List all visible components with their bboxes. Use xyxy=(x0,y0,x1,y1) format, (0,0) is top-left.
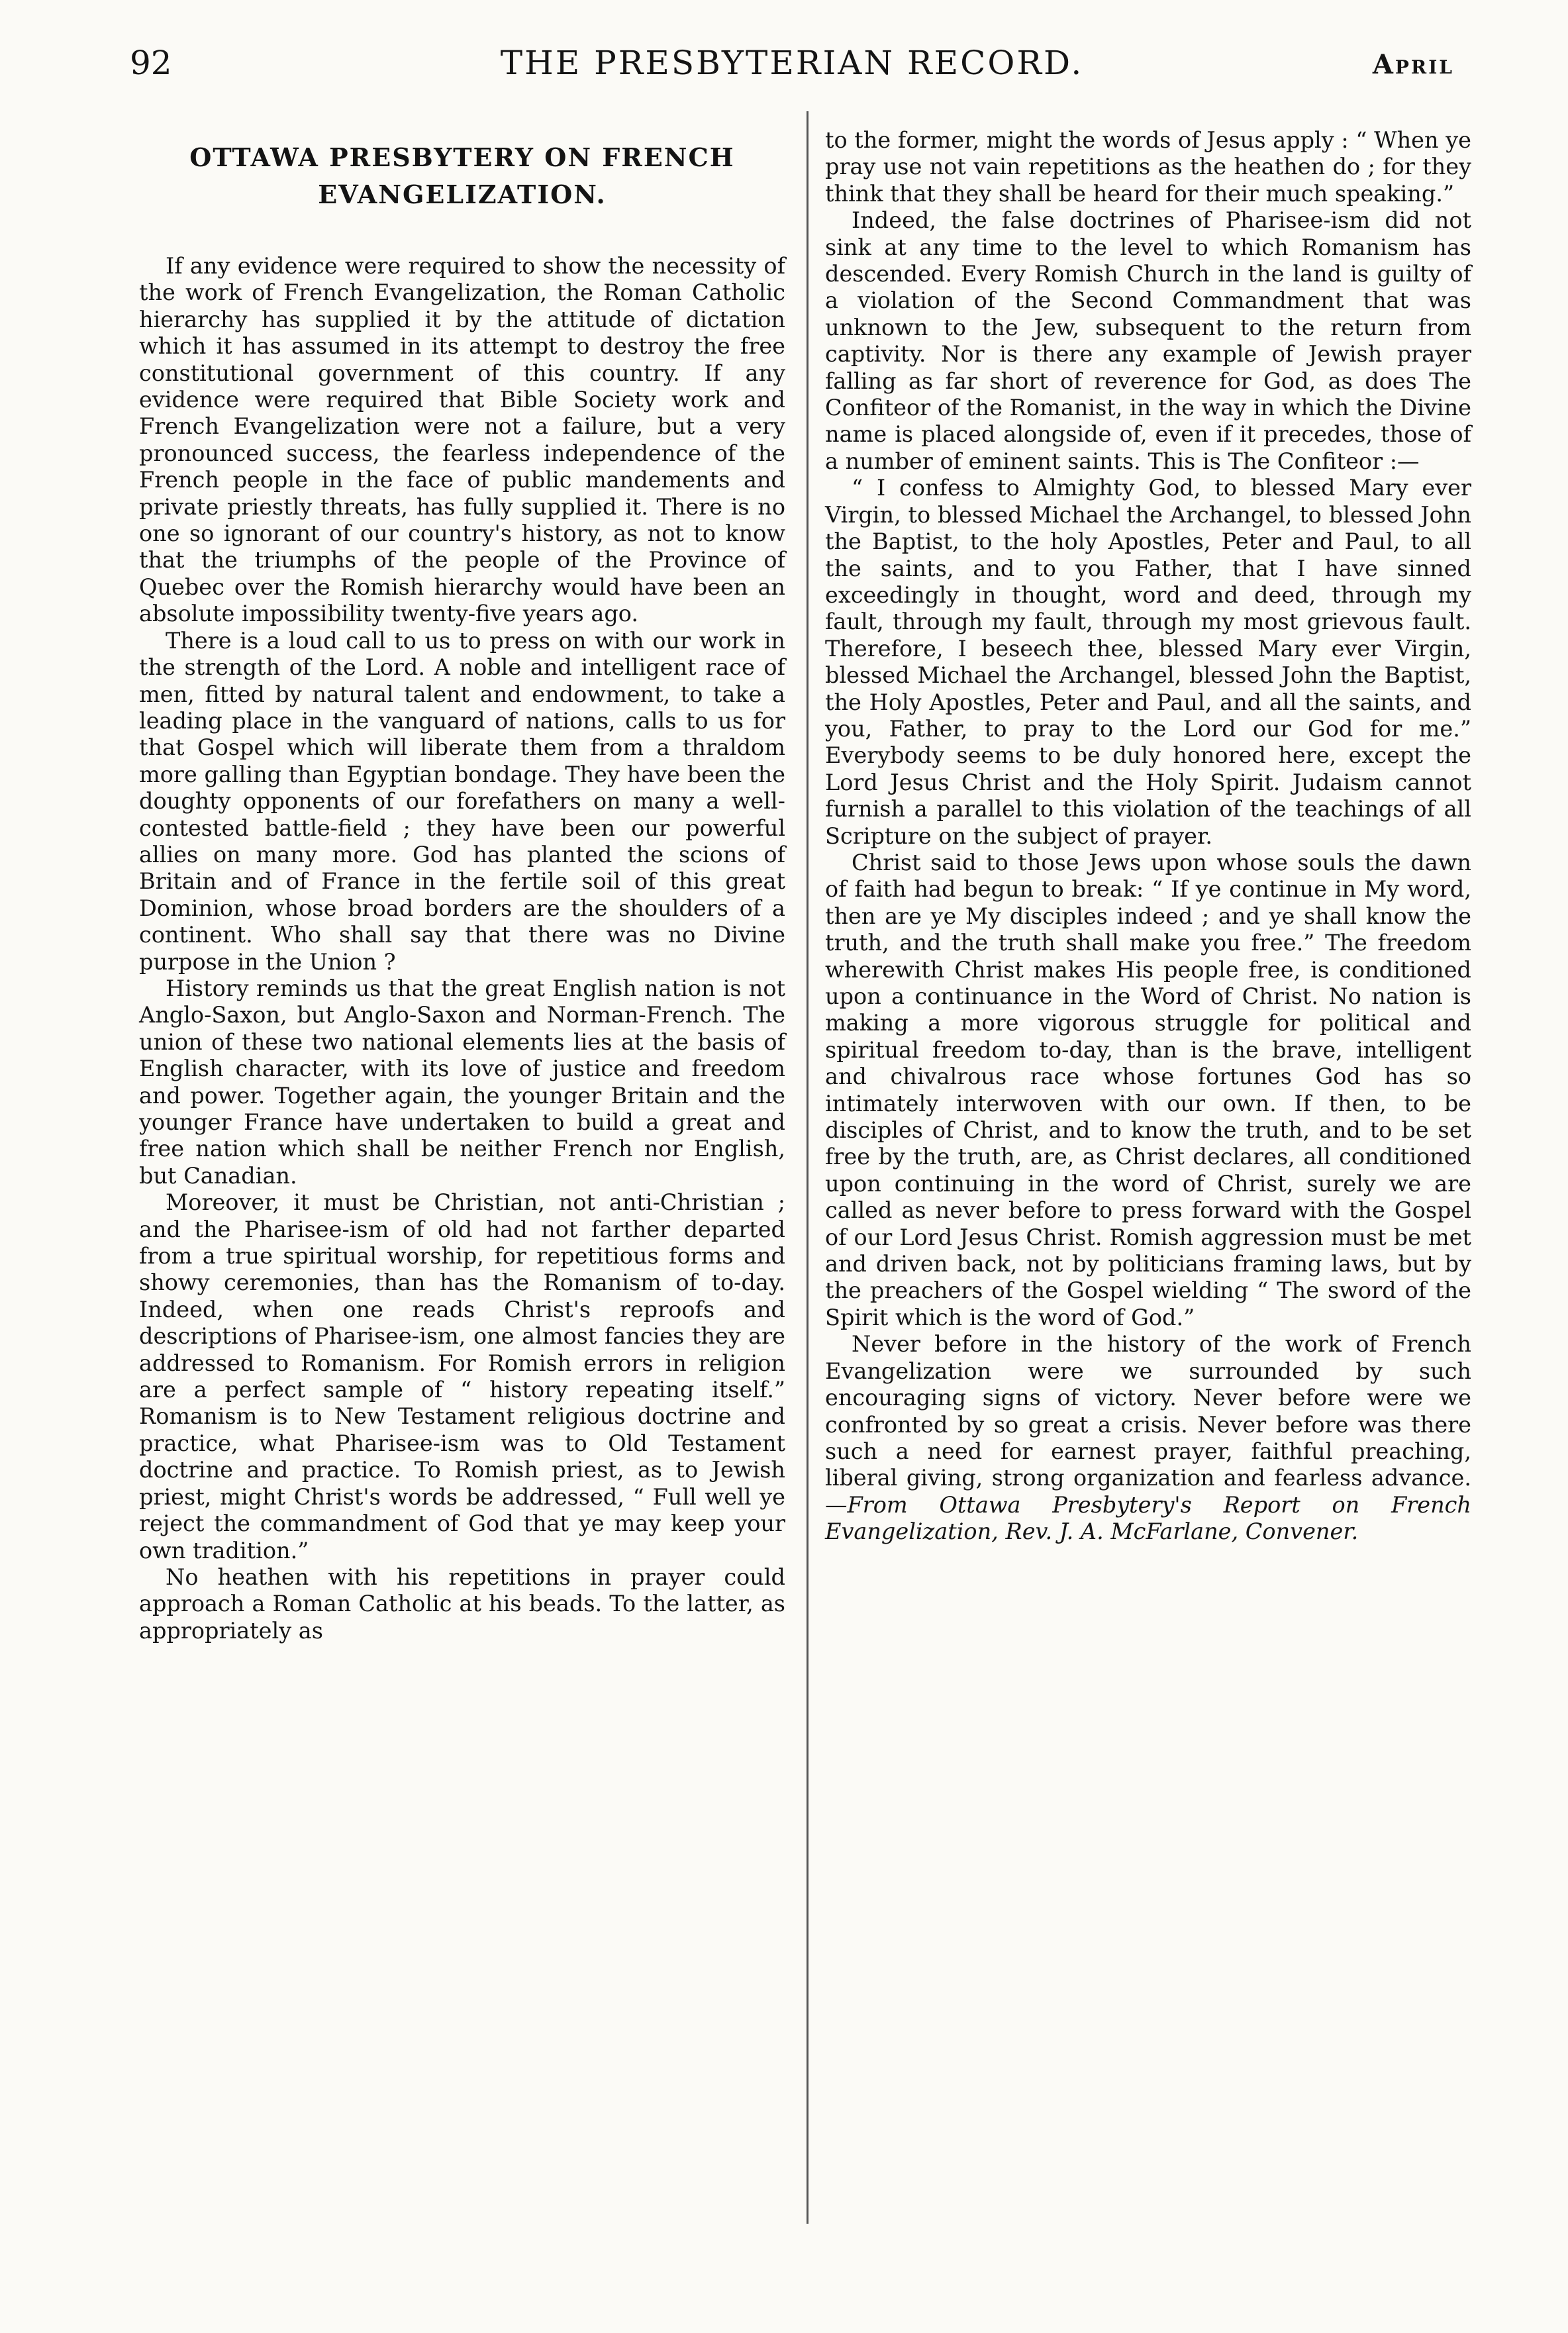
article-title-line-1: OTTAWA PRESBYTERY ON FRENCH xyxy=(189,142,735,172)
paragraph: “ I confess to Almighty God, to blessed Mary ever Virgin, to blessed Michael the Archangel, to blessed John the Baptist, to the holy Apostles, Peter and Paul, to all the saints, and to you Father, that I have sinned exceedingly in thought, word and deed, through my fault, through my fault, through my most grievous fault. Therefore, I beseech thee, blessed Mary ever Virgin, blessed Michael the Archangel, blessed John the Baptist, the Holy Apostles, Peter and Paul, and all the saints, and you, Father, to pray to the Lord our God for me.” Everybody seems to be duly honored here, except the Lord Jesus Christ and the Holy Spirit. Judaism cannot furnish a parallel to this violation of the teachings of all Scripture on the subject of prayer. xyxy=(825,475,1471,849)
paragraph: Moreover, it must be Christian, not anti-Christian ; and the Pharisee-ism of old had not farther departed from a true spiritual worship, for repetitious forms and showy ceremonies, than has the Romanism of to-day. Indeed, when one reads Christ's reproofs and descriptions of Pharisee-ism, one almost fancies they are addressed to Romanism. For Romish errors in religion are a perfect sample of “ history repeating itself.” Romanism is to New Testament religious doctrine and practice, what Pharisee-ism was to Old Testament doctrine and practice. To Romish priest, as to Jewish priest, might Christ's words be addressed, “ Full well ye reject the commandment of God that ye may keep your own tradition.” xyxy=(139,1189,785,1564)
paragraph: No heathen with his repetitions in prayer could approach a Roman Catholic at his beads. To the latter, as appropriately as xyxy=(139,1564,785,1644)
paragraph: Indeed, the false doctrines of Pharisee-ism did not sink at any time to the level to which Romanism has descended. Every Romish Church in the land is guilty of a violation of the Second Commandment that was unknown to the Jew, subsequent to the return from captivity. Nor is there any example of Jewish prayer falling as far short of reverence for God, as does The Confiteor of the Romanist, in the way in which the Divine name is placed alongside of, even if it precedes, those of a number of eminent saints. This is The Confiteor :— xyxy=(825,207,1471,474)
article-attribution: —From Ottawa Presbytery's Report on French Evangelization, Rev. J. A. McFarlane, Convener. xyxy=(825,1491,1471,1545)
column-divider xyxy=(807,111,808,2224)
closing-paragraph xyxy=(825,1331,1471,1545)
paragraph: There is a loud call to us to press on with our work in the strength of the Lord. A noble and intelligent race of men, fitted by natural talent and endowment, to take a leading place in the vanguard of nations, calls to us for that Gospel which will liberate them from a thraldom more galling than Egyptian bondage. They have been the doughty opponents of our forefathers on many a well-contested battle-field ; they have been our powerful allies on many more. God has planted the scions of Britain and of France in the fertile soil of this great Dominion, whose broad borders are the shoulders of a continent. Who shall say that there was no Divine purpose in the Union ? xyxy=(139,627,785,975)
magazine-title: THE PRESBYTERIAN RECORD. xyxy=(500,44,1084,82)
paragraph: to the former, might the words of Jesus apply : “ When ye pray use not vain repetitions as the heathen do ; for they think that they shall be heard for their much speaking.” xyxy=(825,127,1471,207)
issue-month: April xyxy=(1372,49,1454,80)
paragraph: History reminds us that the great English nation is not Anglo-Saxon, but Anglo-Saxon and Norman-French. The union of these two national elements lies at the basis of English character, with its love of justice and freedom and power. Together again, the younger Britain and the younger France have undertaken to build a great and free nation which shall be neither French nor English, but Canadian. xyxy=(139,975,785,1189)
left-column xyxy=(139,119,785,1644)
paragraph-text: Never before in the history of the work of French Evangelization were we surrounded by such encouraging signs of victory. Never before were we confronted by so great a crisis. Never before was there such a need for earnest prayer, faithful preaching, liberal giving, strong organization and fearless advance. xyxy=(825,1331,1471,1491)
page-header xyxy=(130,41,1454,94)
right-column xyxy=(825,127,1471,1546)
article-title-line-2: EVANGELIZATION. xyxy=(318,179,607,209)
paragraph: If any evidence were required to show the necessity of the work of French Evangelization, the Roman Catholic hierarchy has supplied it by the attitude of dictation which it has assumed in its attempt to destroy the free constitutional government of this country. If any evidence were required that Bible Society work and French Evangelization were not a failure, but a very pronounced success, the fearless independence of the French people in the face of public mandements and private priestly threats, has fully supplied it. There is no one so ignorant of our country's history, as not to know that the triumphs of the people of the Province of Quebec over the Romish hierarchy would have been an absolute impossibility twenty-five years ago. xyxy=(139,253,785,627)
article-title xyxy=(139,139,785,213)
page-number: 92 xyxy=(130,44,172,82)
paragraph: Christ said to those Jews upon whose souls the dawn of faith had begun to break: “ If ye continue in My word, then are ye My disciples indeed ; and ye shall know the truth, and the truth shall make you free.” The freedom wherewith Christ makes His people free, is conditioned upon a continuance in the Word of Christ. No nation is making a more vigorous struggle for political and spiritual freedom to-day, than is the brave, intelligent and chivalrous race whose fortunes God has so intimately interwoven with our own. If then, to be disciples of Christ, and to know the truth, and to be set free by the truth, are, as Christ declares, all conditioned upon continuing in the word of Christ, surely we are called as never before to press forward with the Gospel of our Lord Jesus Christ. Romish aggression must be met and driven back, not by politicians framing laws, but by the preachers of the Gospel wielding “ The sword of the Spirit which is the word of God.” xyxy=(825,849,1471,1330)
